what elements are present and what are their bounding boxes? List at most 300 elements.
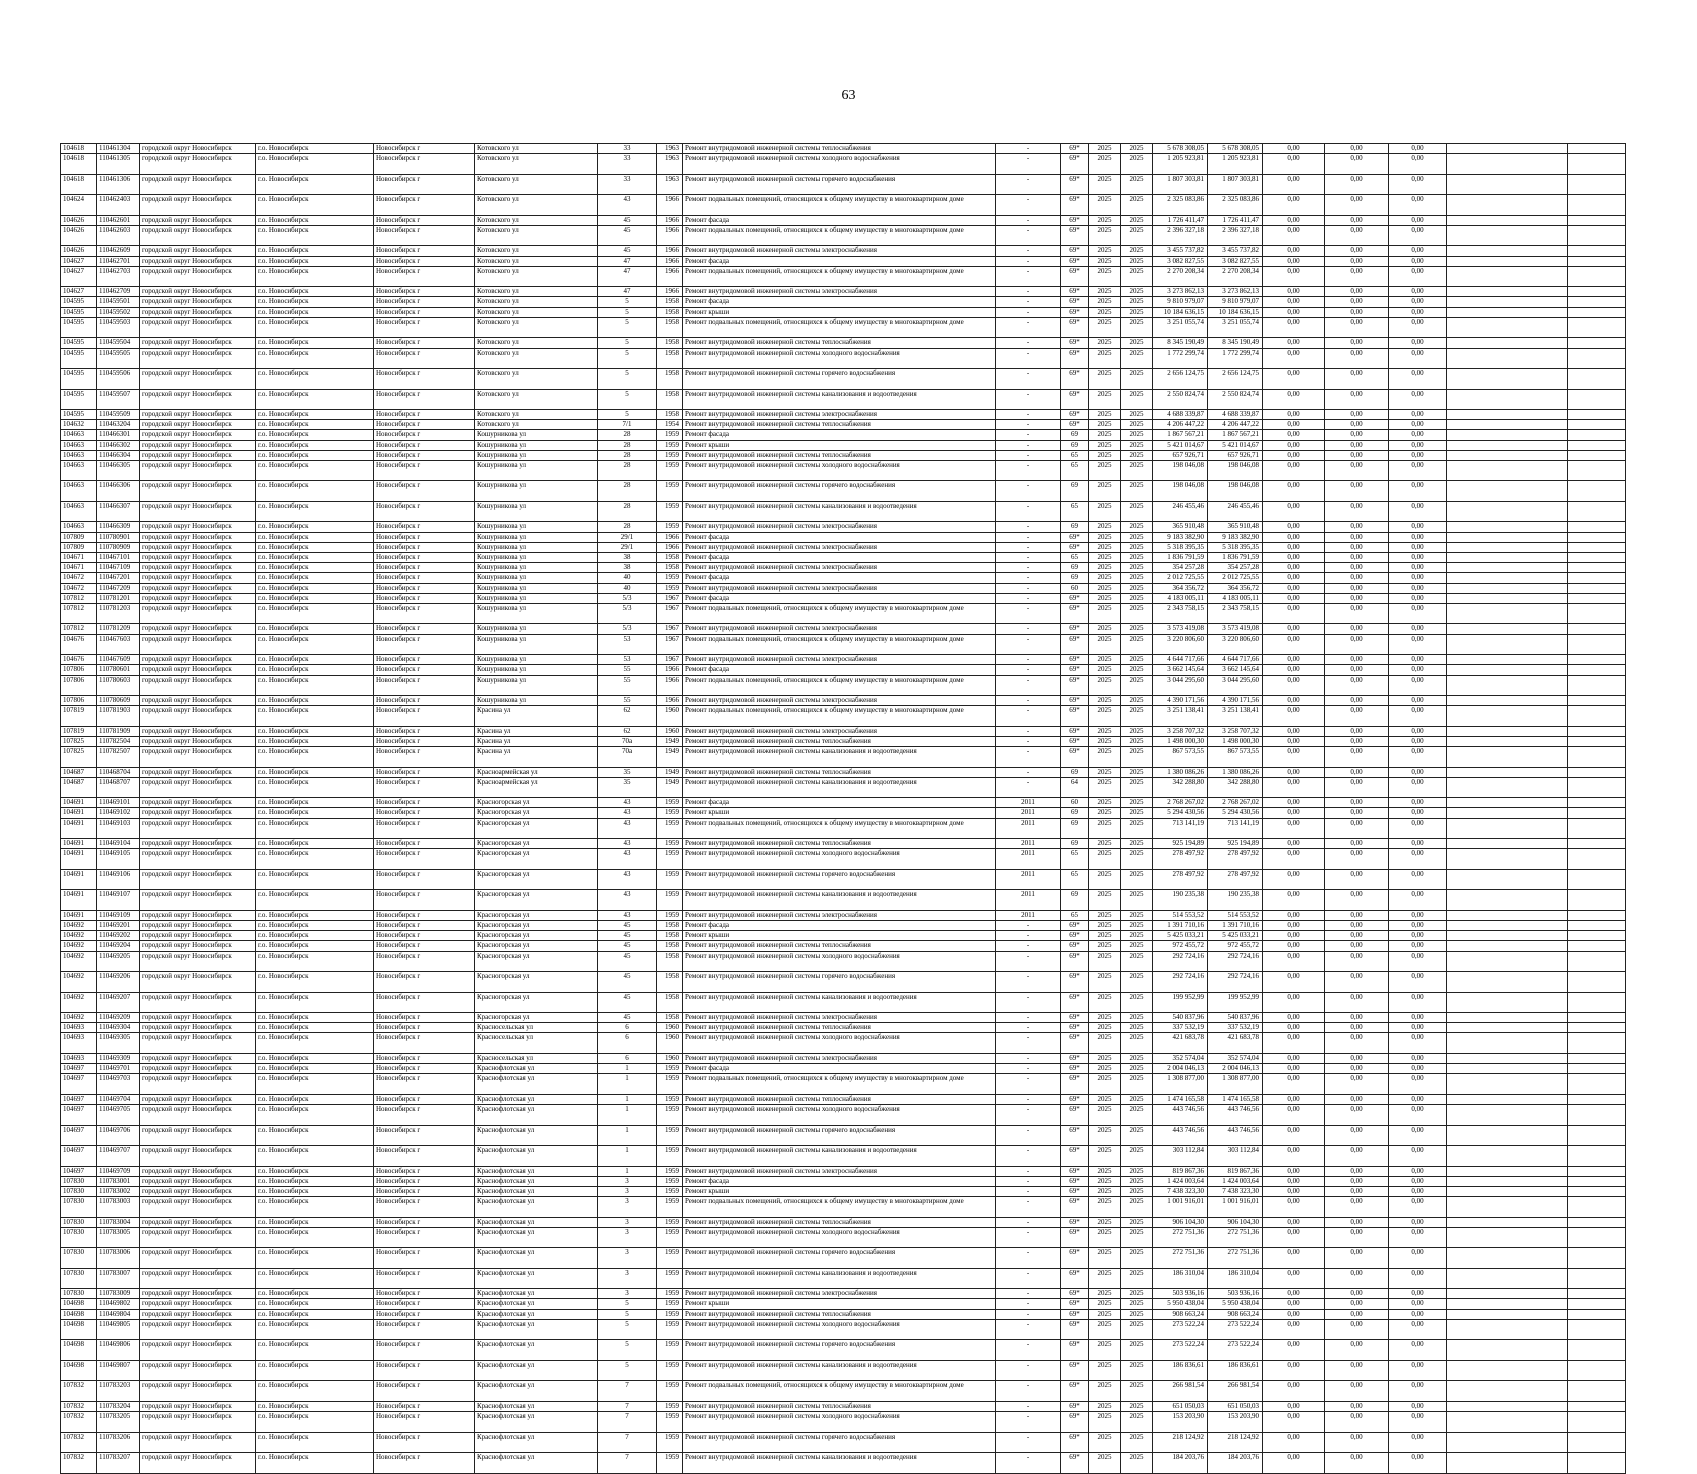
cell-street: Краснофлотская ул	[475, 1340, 598, 1361]
cell-note	[1447, 440, 1568, 450]
cell-street: Красногорская ул	[475, 931, 598, 941]
cell-budget-cost: 0,00	[1263, 655, 1325, 665]
cell-work-type: Ремонт внутридомовой инженерной системы горячего водоснабжения	[683, 1248, 996, 1269]
cell-city: Новосибирск г	[374, 1146, 475, 1167]
cell-total-cost: 503 936,16	[1153, 1289, 1208, 1299]
cell-note	[1447, 1248, 1568, 1269]
cell-last-repair-year: -	[996, 1074, 1061, 1095]
cell-street: Красногорская ул	[475, 849, 598, 870]
cell-note	[1447, 553, 1568, 563]
cell-work-id: 110469805	[97, 1319, 140, 1340]
cell-owner-cost: 0,00	[1389, 941, 1447, 951]
cell-plan-start-year: 2025	[1089, 1146, 1121, 1167]
cell-note	[1447, 869, 1568, 890]
cell-fund-cost: 2 012 725,55	[1208, 573, 1263, 583]
cell-house-id: 104697	[61, 1166, 97, 1176]
cell-note	[1447, 583, 1568, 593]
cell-owner-cost: 0,00	[1389, 1053, 1447, 1063]
cell-municipality: городской округ Новосибирск	[140, 1053, 256, 1063]
cell-wear-percent: 69*	[1061, 532, 1089, 542]
cell-local-budget-cost: 0,00	[1325, 593, 1389, 603]
cell-city: Новосибирск г	[374, 1125, 475, 1146]
cell-extra	[1568, 1432, 1626, 1453]
table-row	[61, 1227, 1626, 1248]
table-row	[61, 1268, 1626, 1289]
cell-plan-start-year: 2025	[1089, 1064, 1121, 1074]
cell-city: Новосибирск г	[374, 563, 475, 573]
cell-work-id: 110469109	[97, 910, 140, 920]
cell-local-budget-cost: 0,00	[1325, 553, 1389, 563]
cell-owner-cost: 0,00	[1389, 246, 1447, 256]
cell-local-budget-cost: 0,00	[1325, 1166, 1389, 1176]
cell-plan-start-year: 2025	[1089, 593, 1121, 603]
cell-owner-cost: 0,00	[1389, 338, 1447, 348]
cell-extra	[1568, 1176, 1626, 1186]
cell-budget-cost: 0,00	[1263, 1248, 1325, 1269]
cell-house-number: 7	[598, 1432, 657, 1453]
cell-house-number: 3	[598, 1197, 657, 1218]
cell-city: Новосибирск г	[374, 1381, 475, 1402]
cell-last-repair-year: -	[996, 225, 1061, 246]
cell-extra	[1568, 1064, 1626, 1074]
cell-last-repair-year: -	[996, 1453, 1061, 1474]
cell-plan-start-year: 2025	[1089, 951, 1121, 972]
cell-local-budget-cost: 0,00	[1325, 1289, 1389, 1299]
cell-budget-cost: 0,00	[1263, 154, 1325, 175]
cell-work-id: 110783005	[97, 1227, 140, 1248]
cell-work-type: Ремонт подвальных помещений, относящихся к общему имуществу в многоквартирном доме	[683, 1197, 996, 1218]
cell-extra	[1568, 154, 1626, 175]
cell-house-id: 107832	[61, 1453, 97, 1474]
cell-work-id: 110461304	[97, 144, 140, 154]
cell-work-id: 110783006	[97, 1248, 140, 1269]
cell-plan-end-year: 2025	[1121, 1094, 1153, 1104]
cell-note	[1447, 1401, 1568, 1411]
cell-work-type: Ремонт внутридомовой инженерной системы электроснабжения	[683, 1166, 996, 1176]
table-row	[61, 696, 1626, 706]
table-row	[61, 808, 1626, 818]
cell-house-id: 104663	[61, 522, 97, 532]
cell-municipality: городской округ Новосибирск	[140, 450, 256, 460]
cell-wear-percent: 69*	[1061, 1094, 1089, 1104]
cell-city: Новосибирск г	[374, 501, 475, 522]
cell-wear-percent: 69*	[1061, 256, 1089, 266]
cell-municipality: городской округ Новосибирск	[140, 215, 256, 225]
cell-plan-start-year: 2025	[1089, 655, 1121, 665]
cell-street: Краснофлотская ул	[475, 1268, 598, 1289]
cell-last-repair-year: -	[996, 747, 1061, 768]
cell-budget-cost: 0,00	[1263, 1033, 1325, 1054]
cell-owner-cost: 0,00	[1389, 921, 1447, 931]
cell-city: Новосибирск г	[374, 154, 475, 175]
cell-total-cost: 2 343 758,15	[1153, 603, 1208, 624]
cell-work-type: Ремонт фасада	[683, 665, 996, 675]
cell-city: Новосибирск г	[374, 839, 475, 849]
cell-note	[1447, 573, 1568, 583]
cell-extra	[1568, 941, 1626, 951]
cell-house-id: 104632	[61, 420, 97, 430]
cell-municipality: городской округ Новосибирск	[140, 460, 256, 481]
cell-plan-start-year: 2025	[1089, 481, 1121, 502]
cell-last-repair-year: -	[996, 1340, 1061, 1361]
cell-wear-percent: 65	[1061, 849, 1089, 870]
cell-plan-end-year: 2025	[1121, 736, 1153, 746]
cell-local-budget-cost: 0,00	[1325, 1033, 1389, 1054]
cell-local-budget-cost: 0,00	[1325, 1309, 1389, 1319]
cell-last-repair-year: -	[996, 1064, 1061, 1074]
cell-last-repair-year: -	[996, 706, 1061, 727]
cell-extra	[1568, 726, 1626, 736]
cell-street: Кошурникова ул	[475, 603, 598, 624]
cell-settlement: г.о. Новосибирск	[256, 501, 374, 522]
cell-house-number: 29/1	[598, 542, 657, 552]
cell-total-cost: 272 751,36	[1153, 1248, 1208, 1269]
cell-settlement: г.о. Новосибирск	[256, 767, 374, 777]
cell-municipality: городской округ Новосибирск	[140, 1319, 256, 1340]
cell-city: Новосибирск г	[374, 1401, 475, 1411]
cell-settlement: г.о. Новосибирск	[256, 154, 374, 175]
cell-local-budget-cost: 0,00	[1325, 542, 1389, 552]
cell-last-repair-year: -	[996, 522, 1061, 532]
cell-total-cost: 292 724,16	[1153, 972, 1208, 993]
cell-settlement: г.о. Новосибирск	[256, 317, 374, 338]
cell-municipality: городской округ Новосибирск	[140, 1227, 256, 1248]
cell-house-id: 104687	[61, 767, 97, 777]
cell-fund-cost: 1 391 710,16	[1208, 921, 1263, 931]
cell-budget-cost: 0,00	[1263, 420, 1325, 430]
cell-work-id: 110781909	[97, 726, 140, 736]
table-row	[61, 634, 1626, 655]
cell-house-number: 47	[598, 266, 657, 287]
cell-settlement: г.о. Новосибирск	[256, 1176, 374, 1186]
cell-fund-cost: 5 318 395,35	[1208, 542, 1263, 552]
cell-fund-cost: 1 205 923,81	[1208, 154, 1263, 175]
cell-plan-end-year: 2025	[1121, 1197, 1153, 1218]
cell-wear-percent: 69*	[1061, 696, 1089, 706]
cell-fund-cost: 2 343 758,15	[1208, 603, 1263, 624]
cell-local-budget-cost: 0,00	[1325, 1217, 1389, 1227]
cell-fund-cost: 278 497,92	[1208, 869, 1263, 890]
cell-house-id: 104697	[61, 1064, 97, 1074]
cell-fund-cost: 2 656 124,75	[1208, 369, 1263, 390]
cell-year-built: 1959	[657, 1074, 683, 1095]
cell-last-repair-year: -	[996, 624, 1061, 634]
cell-settlement: г.о. Новосибирск	[256, 1319, 374, 1340]
cell-plan-end-year: 2025	[1121, 430, 1153, 440]
cell-total-cost: 337 532,19	[1153, 1023, 1208, 1033]
cell-work-type: Ремонт крыши	[683, 1186, 996, 1196]
cell-local-budget-cost: 0,00	[1325, 1105, 1389, 1126]
cell-wear-percent: 69*	[1061, 1176, 1089, 1186]
cell-street: Кошурникова ул	[475, 522, 598, 532]
cell-owner-cost: 0,00	[1389, 1360, 1447, 1381]
cell-wear-percent: 69*	[1061, 1197, 1089, 1218]
cell-plan-start-year: 2025	[1089, 1033, 1121, 1054]
cell-extra	[1568, 1289, 1626, 1299]
cell-municipality: городской округ Новосибирск	[140, 1013, 256, 1023]
cell-work-id: 110780901	[97, 532, 140, 542]
cell-last-repair-year: -	[996, 634, 1061, 655]
cell-work-type: Ремонт внутридомовой инженерной системы теплоснабжения	[683, 450, 996, 460]
cell-plan-end-year: 2025	[1121, 1248, 1153, 1269]
cell-budget-cost: 0,00	[1263, 869, 1325, 890]
cell-municipality: городской округ Новосибирск	[140, 174, 256, 195]
cell-extra	[1568, 1186, 1626, 1196]
cell-plan-end-year: 2025	[1121, 1064, 1153, 1074]
cell-work-type: Ремонт внутридомовой инженерной системы горячего водоснабжения	[683, 1340, 996, 1361]
cell-work-id: 110462609	[97, 246, 140, 256]
cell-street: Красногорская ул	[475, 808, 598, 818]
cell-last-repair-year: -	[996, 420, 1061, 430]
table-row	[61, 297, 1626, 307]
cell-municipality: городской округ Новосибирск	[140, 1186, 256, 1196]
cell-street: Красносельская ул	[475, 1053, 598, 1063]
cell-municipality: городской округ Новосибирск	[140, 410, 256, 420]
cell-owner-cost: 0,00	[1389, 144, 1447, 154]
cell-local-budget-cost: 0,00	[1325, 1432, 1389, 1453]
cell-last-repair-year: -	[996, 144, 1061, 154]
cell-year-built: 1958	[657, 389, 683, 410]
cell-plan-start-year: 2025	[1089, 1360, 1121, 1381]
cell-note	[1447, 1013, 1568, 1023]
cell-plan-start-year: 2025	[1089, 767, 1121, 777]
cell-settlement: г.о. Новосибирск	[256, 297, 374, 307]
cell-plan-end-year: 2025	[1121, 1453, 1153, 1474]
cell-fund-cost: 198 046,08	[1208, 460, 1263, 481]
cell-owner-cost: 0,00	[1389, 890, 1447, 911]
cell-total-cost: 3 251 055,74	[1153, 317, 1208, 338]
cell-work-id: 110783204	[97, 1401, 140, 1411]
cell-last-repair-year: -	[996, 931, 1061, 941]
cell-year-built: 1949	[657, 777, 683, 798]
cell-year-built: 1966	[657, 675, 683, 696]
cell-house-number: 1	[598, 1146, 657, 1167]
cell-municipality: городской округ Новосибирск	[140, 307, 256, 317]
cell-settlement: г.о. Новосибирск	[256, 440, 374, 450]
cell-note	[1447, 1166, 1568, 1176]
cell-note	[1447, 890, 1568, 911]
cell-last-repair-year: -	[996, 696, 1061, 706]
cell-fund-cost: 266 981,54	[1208, 1381, 1263, 1402]
cell-house-id: 104693	[61, 1033, 97, 1054]
cell-budget-cost: 0,00	[1263, 317, 1325, 338]
cell-wear-percent: 65	[1061, 553, 1089, 563]
cell-year-built: 1958	[657, 563, 683, 573]
cell-plan-start-year: 2025	[1089, 634, 1121, 655]
cell-house-number: 5	[598, 1309, 657, 1319]
cell-fund-cost: 4 206 447,22	[1208, 420, 1263, 430]
cell-total-cost: 443 746,56	[1153, 1105, 1208, 1126]
cell-plan-start-year: 2025	[1089, 808, 1121, 818]
cell-budget-cost: 0,00	[1263, 726, 1325, 736]
cell-work-id: 110466302	[97, 440, 140, 450]
cell-municipality: городской округ Новосибирск	[140, 706, 256, 727]
cell-total-cost: 4 688 339,87	[1153, 410, 1208, 420]
cell-house-id: 104692	[61, 941, 97, 951]
cell-plan-end-year: 2025	[1121, 1033, 1153, 1054]
cell-house-id: 104627	[61, 266, 97, 287]
cell-house-number: 45	[598, 246, 657, 256]
cell-last-repair-year: -	[996, 348, 1061, 369]
cell-note	[1447, 941, 1568, 951]
cell-work-type: Ремонт внутридомовой инженерной системы теплоснабжения	[683, 941, 996, 951]
cell-municipality: городской округ Новосибирск	[140, 1432, 256, 1453]
cell-total-cost: 7 438 323,30	[1153, 1186, 1208, 1196]
cell-fund-cost: 3 082 827,55	[1208, 256, 1263, 266]
cell-note	[1447, 542, 1568, 552]
cell-house-id: 104691	[61, 890, 97, 911]
cell-total-cost: 3 082 827,55	[1153, 256, 1208, 266]
cell-wear-percent: 69*	[1061, 931, 1089, 941]
cell-local-budget-cost: 0,00	[1325, 890, 1389, 911]
cell-wear-percent: 69*	[1061, 1125, 1089, 1146]
cell-work-id: 110469204	[97, 941, 140, 951]
cell-local-budget-cost: 0,00	[1325, 215, 1389, 225]
cell-settlement: г.о. Новосибирск	[256, 246, 374, 256]
cell-house-number: 43	[598, 818, 657, 839]
cell-local-budget-cost: 0,00	[1325, 1013, 1389, 1023]
cell-note	[1447, 655, 1568, 665]
cell-fund-cost: 3 273 862,13	[1208, 287, 1263, 297]
cell-local-budget-cost: 0,00	[1325, 1360, 1389, 1381]
cell-work-type: Ремонт внутридомовой инженерной системы электроснабжения	[683, 1013, 996, 1023]
cell-work-type: Ремонт внутридомовой инженерной системы канализования и водоотведения	[683, 1453, 996, 1474]
cell-budget-cost: 0,00	[1263, 542, 1325, 552]
cell-municipality: городской округ Новосибирск	[140, 563, 256, 573]
cell-plan-end-year: 2025	[1121, 808, 1153, 818]
cell-work-type: Ремонт фасада	[683, 430, 996, 440]
cell-plan-end-year: 2025	[1121, 338, 1153, 348]
cell-total-cost: 1 807 303,81	[1153, 174, 1208, 195]
cell-local-budget-cost: 0,00	[1325, 440, 1389, 450]
cell-house-number: 70а	[598, 747, 657, 768]
cell-street: Котовского ул	[475, 246, 598, 256]
cell-municipality: городской округ Новосибирск	[140, 583, 256, 593]
cell-fund-cost: 503 936,16	[1208, 1289, 1263, 1299]
cell-note	[1447, 1432, 1568, 1453]
cell-street: Красногорская ул	[475, 1013, 598, 1023]
cell-street: Краснофлотская ул	[475, 1381, 598, 1402]
cell-plan-start-year: 2025	[1089, 1053, 1121, 1063]
cell-city: Новосибирск г	[374, 307, 475, 317]
cell-total-cost: 3 662 145,64	[1153, 665, 1208, 675]
cell-note	[1447, 1299, 1568, 1309]
cell-city: Новосибирск г	[374, 348, 475, 369]
cell-street: Красногорская ул	[475, 818, 598, 839]
cell-municipality: городской округ Новосибирск	[140, 1340, 256, 1361]
cell-plan-start-year: 2025	[1089, 389, 1121, 410]
cell-settlement: г.о. Новосибирск	[256, 1033, 374, 1054]
cell-municipality: городской округ Новосибирск	[140, 420, 256, 430]
cell-last-repair-year: -	[996, 1217, 1061, 1227]
cell-wear-percent: 69*	[1061, 1217, 1089, 1227]
cell-owner-cost: 0,00	[1389, 1074, 1447, 1095]
cell-last-repair-year: -	[996, 1360, 1061, 1381]
cell-municipality: городской округ Новосибирск	[140, 1023, 256, 1033]
cell-fund-cost: 2 004 046,13	[1208, 1064, 1263, 1074]
cell-city: Новосибирск г	[374, 992, 475, 1013]
cell-house-number: 3	[598, 1289, 657, 1299]
cell-work-type: Ремонт внутридомовой инженерной системы холодного водоснабжения	[683, 348, 996, 369]
cell-fund-cost: 1 867 567,21	[1208, 430, 1263, 440]
cell-local-budget-cost: 0,00	[1325, 1381, 1389, 1402]
cell-work-type: Ремонт фасада	[683, 297, 996, 307]
cell-local-budget-cost: 0,00	[1325, 1125, 1389, 1146]
cell-street: Краснофлотская ул	[475, 1105, 598, 1126]
cell-owner-cost: 0,00	[1389, 972, 1447, 993]
cell-total-cost: 5 425 033,21	[1153, 931, 1208, 941]
cell-work-type: Ремонт крыши	[683, 1299, 996, 1309]
cell-street: Котовского ул	[475, 225, 598, 246]
cell-house-id: 104692	[61, 921, 97, 931]
cell-total-cost: 2 004 046,13	[1153, 1064, 1208, 1074]
cell-work-type: Ремонт подвальных помещений, относящихся к общему имуществу в многоквартирном доме	[683, 317, 996, 338]
table-row	[61, 1074, 1626, 1095]
cell-street: Кошурникова ул	[475, 542, 598, 552]
cell-work-type: Ремонт внутридомовой инженерной системы электроснабжения	[683, 726, 996, 736]
cell-year-built: 1959	[657, 1401, 683, 1411]
cell-plan-end-year: 2025	[1121, 890, 1153, 911]
cell-municipality: городской округ Новосибирск	[140, 389, 256, 410]
cell-street: Краснофлотская ул	[475, 1074, 598, 1095]
table-row	[61, 869, 1626, 890]
cell-last-repair-year: -	[996, 266, 1061, 287]
cell-house-number: 40	[598, 583, 657, 593]
cell-extra	[1568, 532, 1626, 542]
cell-total-cost: 5 318 395,35	[1153, 542, 1208, 552]
cell-work-id: 110466304	[97, 450, 140, 460]
cell-local-budget-cost: 0,00	[1325, 348, 1389, 369]
cell-owner-cost: 0,00	[1389, 154, 1447, 175]
cell-wear-percent: 64	[1061, 777, 1089, 798]
cell-city: Новосибирск г	[374, 890, 475, 911]
cell-wear-percent: 69*	[1061, 266, 1089, 287]
table-row	[61, 215, 1626, 225]
cell-fund-cost: 867 573,55	[1208, 747, 1263, 768]
cell-plan-end-year: 2025	[1121, 532, 1153, 542]
table-row	[61, 890, 1626, 911]
cell-settlement: г.о. Новосибирск	[256, 992, 374, 1013]
cell-extra	[1568, 1125, 1626, 1146]
cell-street: Кошурникова ул	[475, 481, 598, 502]
cell-year-built: 1958	[657, 921, 683, 931]
cell-city: Новосибирск г	[374, 1094, 475, 1104]
cell-plan-start-year: 2025	[1089, 675, 1121, 696]
cell-extra	[1568, 195, 1626, 216]
cell-last-repair-year: 2011	[996, 910, 1061, 920]
cell-local-budget-cost: 0,00	[1325, 808, 1389, 818]
cell-municipality: городской округ Новосибирск	[140, 532, 256, 542]
cell-house-number: 47	[598, 287, 657, 297]
cell-house-id: 107830	[61, 1227, 97, 1248]
cell-owner-cost: 0,00	[1389, 307, 1447, 317]
table-row	[61, 1064, 1626, 1074]
cell-plan-end-year: 2025	[1121, 1289, 1153, 1299]
cell-owner-cost: 0,00	[1389, 665, 1447, 675]
cell-fund-cost: 3 251 055,74	[1208, 317, 1263, 338]
cell-fund-cost: 4 644 717,66	[1208, 655, 1263, 665]
cell-wear-percent: 69*	[1061, 1074, 1089, 1095]
cell-work-id: 110459503	[97, 317, 140, 338]
cell-year-built: 1958	[657, 1013, 683, 1023]
cell-year-built: 1960	[657, 726, 683, 736]
cell-house-id: 107832	[61, 1381, 97, 1402]
cell-local-budget-cost: 0,00	[1325, 951, 1389, 972]
cell-budget-cost: 0,00	[1263, 297, 1325, 307]
cell-fund-cost: 972 455,72	[1208, 941, 1263, 951]
cell-local-budget-cost: 0,00	[1325, 389, 1389, 410]
cell-plan-end-year: 2025	[1121, 215, 1153, 225]
